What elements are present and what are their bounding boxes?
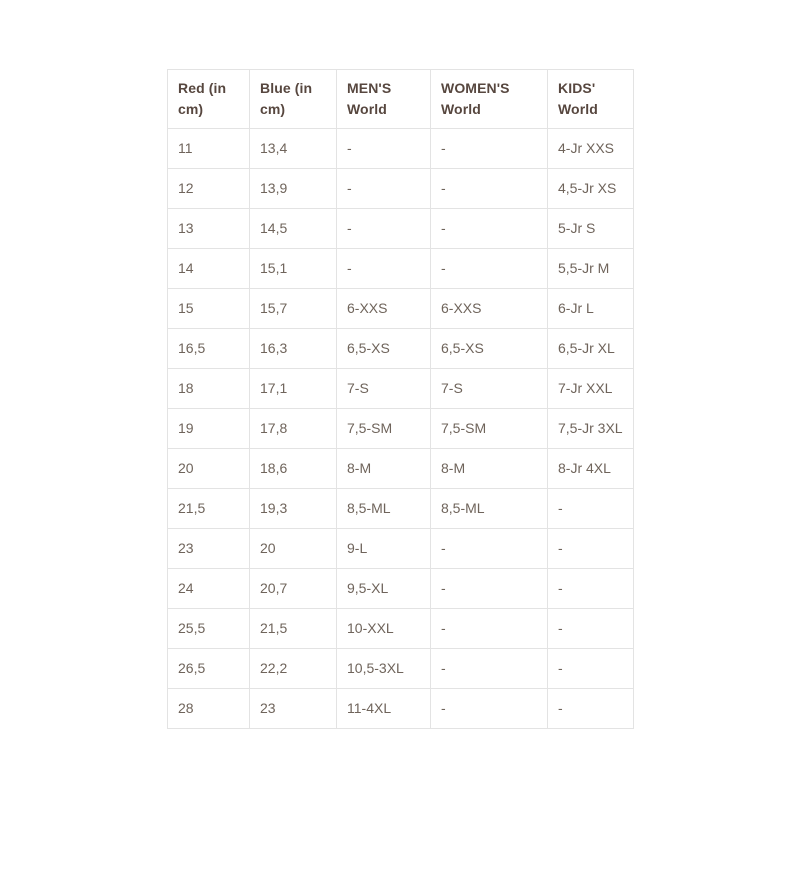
header-cell: MEN'S World [337, 70, 431, 129]
table-cell: 16,5 [168, 329, 250, 369]
table-cell: 21,5 [250, 609, 337, 649]
table-cell: 6-XXS [337, 289, 431, 329]
table-cell: 6-Jr L [548, 289, 634, 329]
header-row [168, 70, 634, 129]
table-cell: 6,5-XS [337, 329, 431, 369]
table-cell: 13 [168, 209, 250, 249]
table-cell: 28 [168, 689, 250, 729]
size-chart-table [167, 69, 634, 729]
table-row [168, 329, 634, 369]
table-cell: 15,7 [250, 289, 337, 329]
table-cell: 13,9 [250, 169, 337, 209]
table-cell: 23 [250, 689, 337, 729]
table-cell: 9-L [337, 529, 431, 569]
table-cell: 15,1 [250, 249, 337, 289]
table-cell: 6,5-Jr XL [548, 329, 634, 369]
table-cell: - [431, 609, 548, 649]
table-row [168, 409, 634, 449]
table-cell: 18,6 [250, 449, 337, 489]
table-row [168, 209, 634, 249]
table-cell: 8-M [337, 449, 431, 489]
table-cell: 26,5 [168, 649, 250, 689]
table-cell: 25,5 [168, 609, 250, 649]
header-cell: Red (in cm) [168, 70, 250, 129]
table-cell: - [431, 649, 548, 689]
size-chart-container [167, 69, 633, 729]
table-cell: 13,4 [250, 129, 337, 169]
table-cell: - [431, 689, 548, 729]
table-cell: 6-XXS [431, 289, 548, 329]
table-row [168, 489, 634, 529]
table-cell: 10-XXL [337, 609, 431, 649]
table-row [168, 369, 634, 409]
table-cell: - [548, 569, 634, 609]
table-cell: 20 [250, 529, 337, 569]
table-cell: - [431, 169, 548, 209]
table-cell: 8,5-ML [337, 489, 431, 529]
table-cell: 11-4XL [337, 689, 431, 729]
table-cell: 4,5-Jr XS [548, 169, 634, 209]
table-row [168, 449, 634, 489]
table-cell: 21,5 [168, 489, 250, 529]
table-cell: - [337, 169, 431, 209]
table-row [168, 689, 634, 729]
table-cell: 6,5-XS [431, 329, 548, 369]
table-cell: 16,3 [250, 329, 337, 369]
header-cell: Blue (in cm) [250, 70, 337, 129]
table-cell: 24 [168, 569, 250, 609]
table-row [168, 529, 634, 569]
table-cell: 10,5-3XL [337, 649, 431, 689]
table-cell: 5,5-Jr M [548, 249, 634, 289]
table-cell: 9,5-XL [337, 569, 431, 609]
table-cell: 18 [168, 369, 250, 409]
table-cell: 7-S [337, 369, 431, 409]
table-cell: 19 [168, 409, 250, 449]
table-cell: 20 [168, 449, 250, 489]
table-cell: 8,5-ML [431, 489, 548, 529]
table-cell: 7,5-SM [431, 409, 548, 449]
size-chart-body [168, 129, 634, 729]
table-row [168, 249, 634, 289]
table-row [168, 289, 634, 329]
table-cell: 11 [168, 129, 250, 169]
table-cell: - [431, 209, 548, 249]
table-cell: 4-Jr XXS [548, 129, 634, 169]
table-cell: 14 [168, 249, 250, 289]
table-cell: - [548, 609, 634, 649]
table-cell: 7,5-SM [337, 409, 431, 449]
table-cell: - [337, 129, 431, 169]
table-cell: - [431, 249, 548, 289]
table-cell: 12 [168, 169, 250, 209]
table-cell: - [431, 129, 548, 169]
table-row [168, 649, 634, 689]
table-cell: - [548, 689, 634, 729]
table-cell: 23 [168, 529, 250, 569]
table-cell: 8-M [431, 449, 548, 489]
table-row [168, 609, 634, 649]
table-cell: 20,7 [250, 569, 337, 609]
table-cell: 7-S [431, 369, 548, 409]
table-cell: 8-Jr 4XL [548, 449, 634, 489]
table-cell: - [337, 209, 431, 249]
table-cell: 14,5 [250, 209, 337, 249]
table-row [168, 169, 634, 209]
header-cell: WOMEN'S World [431, 70, 548, 129]
table-cell: - [337, 249, 431, 289]
header-cell: KIDS' World [548, 70, 634, 129]
table-cell: 15 [168, 289, 250, 329]
table-cell: - [548, 649, 634, 689]
table-row [168, 569, 634, 609]
table-cell: 19,3 [250, 489, 337, 529]
table-cell: 17,8 [250, 409, 337, 449]
table-cell: - [548, 529, 634, 569]
table-cell: - [548, 489, 634, 529]
table-cell: 7,5-Jr 3XL [548, 409, 634, 449]
table-cell: - [431, 569, 548, 609]
table-cell: - [431, 529, 548, 569]
table-cell: 7-Jr XXL [548, 369, 634, 409]
table-cell: 5-Jr S [548, 209, 634, 249]
table-cell: 22,2 [250, 649, 337, 689]
table-row [168, 129, 634, 169]
table-cell: 17,1 [250, 369, 337, 409]
